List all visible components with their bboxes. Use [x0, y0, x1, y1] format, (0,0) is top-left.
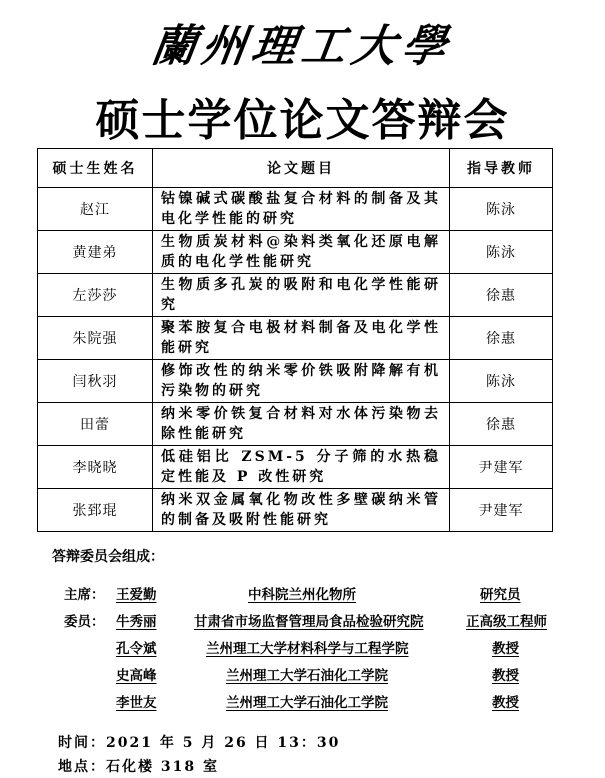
thesis-topic: 低硅铝比 ZSM-5 分子筛的水热稳定性能及 P 改性研究 [153, 446, 450, 489]
thesis-topic: 生物质炭材料@染料类氧化还原电解质的电化学性能研究 [153, 231, 450, 274]
table-row [38, 317, 553, 360]
member-name: 牛秀丽 [116, 614, 157, 630]
advisor-name: 徐惠 [450, 274, 553, 317]
advisor-name: 陈泳 [450, 360, 553, 403]
header-thesis-topic: 论文题目 [153, 149, 450, 188]
student-name: 黄建弟 [38, 231, 153, 274]
thesis-topic: 聚苯胺复合电极材料制备及电化学性能研究 [153, 317, 450, 360]
chair-rank: 研究员 [480, 587, 521, 603]
page-title: 硕士学位论文答辩会 [95, 95, 510, 146]
thesis-topic: 纳米零价铁复合材料对水体污染物去除性能研究 [153, 403, 450, 446]
committee-member-row [64, 664, 584, 686]
member-label: 委员： [64, 614, 105, 630]
student-name: 左莎莎 [38, 274, 153, 317]
table-row [38, 274, 553, 317]
table-row [38, 403, 553, 446]
advisor-name: 尹建军 [450, 446, 553, 489]
defense-schedule-table [37, 148, 553, 532]
student-name: 朱院强 [38, 317, 153, 360]
thesis-topic: 生物质多孔炭的吸附和电化学性能研究 [153, 274, 450, 317]
member-rank: 正高级工程师 [466, 614, 547, 630]
advisor-name: 徐惠 [450, 317, 553, 360]
student-name: 赵江 [38, 188, 153, 231]
committee-chair-row [64, 583, 584, 605]
chair-org: 中科院兰州化物所 [248, 587, 356, 603]
committee-member-row [64, 637, 584, 659]
chair-name: 王爱勤 [116, 587, 157, 603]
member-rank: 教授 [492, 668, 519, 684]
chair-label: 主席： [64, 587, 105, 603]
table-row [38, 188, 553, 231]
header-advisor: 指导教师 [450, 149, 553, 188]
advisor-name: 陈泳 [450, 231, 553, 274]
member-rank: 教授 [492, 641, 519, 657]
advisor-name: 尹建军 [450, 489, 553, 532]
member-name: 李世友 [116, 695, 157, 711]
student-name: 闫秋羽 [38, 360, 153, 403]
student-name: 张郅琨 [38, 489, 153, 532]
advisor-name: 陈泳 [450, 188, 553, 231]
header-student-name: 硕士生姓名 [38, 149, 153, 188]
member-name: 孔令斌 [116, 641, 157, 657]
table-row [38, 446, 553, 489]
table-row [38, 231, 553, 274]
university-calligraphy-logo: 蘭州理工大學 [148, 21, 456, 72]
member-name: 史高峰 [116, 668, 157, 684]
defense-time: 时间：2021 年 5 月 26 日 13：30 [58, 735, 341, 751]
member-org: 兰州理工大学石油化工学院 [226, 695, 388, 711]
committee-heading: 答辩委员会组成： [52, 549, 164, 565]
thesis-topic: 纳米双金属氧化物改性多壁碳纳米管的制备及吸附性能研究 [153, 489, 450, 532]
student-name: 李晓晓 [38, 446, 153, 489]
member-org: 甘肃省市场监督管理局食品检验研究院 [194, 614, 424, 630]
table-row [38, 489, 553, 532]
defense-place: 地点：石化楼 318 室 [58, 759, 219, 775]
advisor-name: 徐惠 [450, 403, 553, 446]
student-name: 田蕾 [38, 403, 153, 446]
member-rank: 教授 [492, 695, 519, 711]
table-row [38, 360, 553, 403]
table-header-row [38, 149, 553, 188]
member-org: 兰州理工大学石油化工学院 [226, 668, 388, 684]
thesis-topic: 修饰改性的纳米零价铁吸附降解有机污染物的研究 [153, 360, 450, 403]
thesis-topic: 钴镍碱式碳酸盐复合材料的制备及其电化学性能的研究 [153, 188, 450, 231]
member-org: 兰州理工大学材料科学与工程学院 [206, 641, 409, 657]
committee-member-row [64, 691, 584, 713]
committee-member-row [64, 610, 584, 632]
